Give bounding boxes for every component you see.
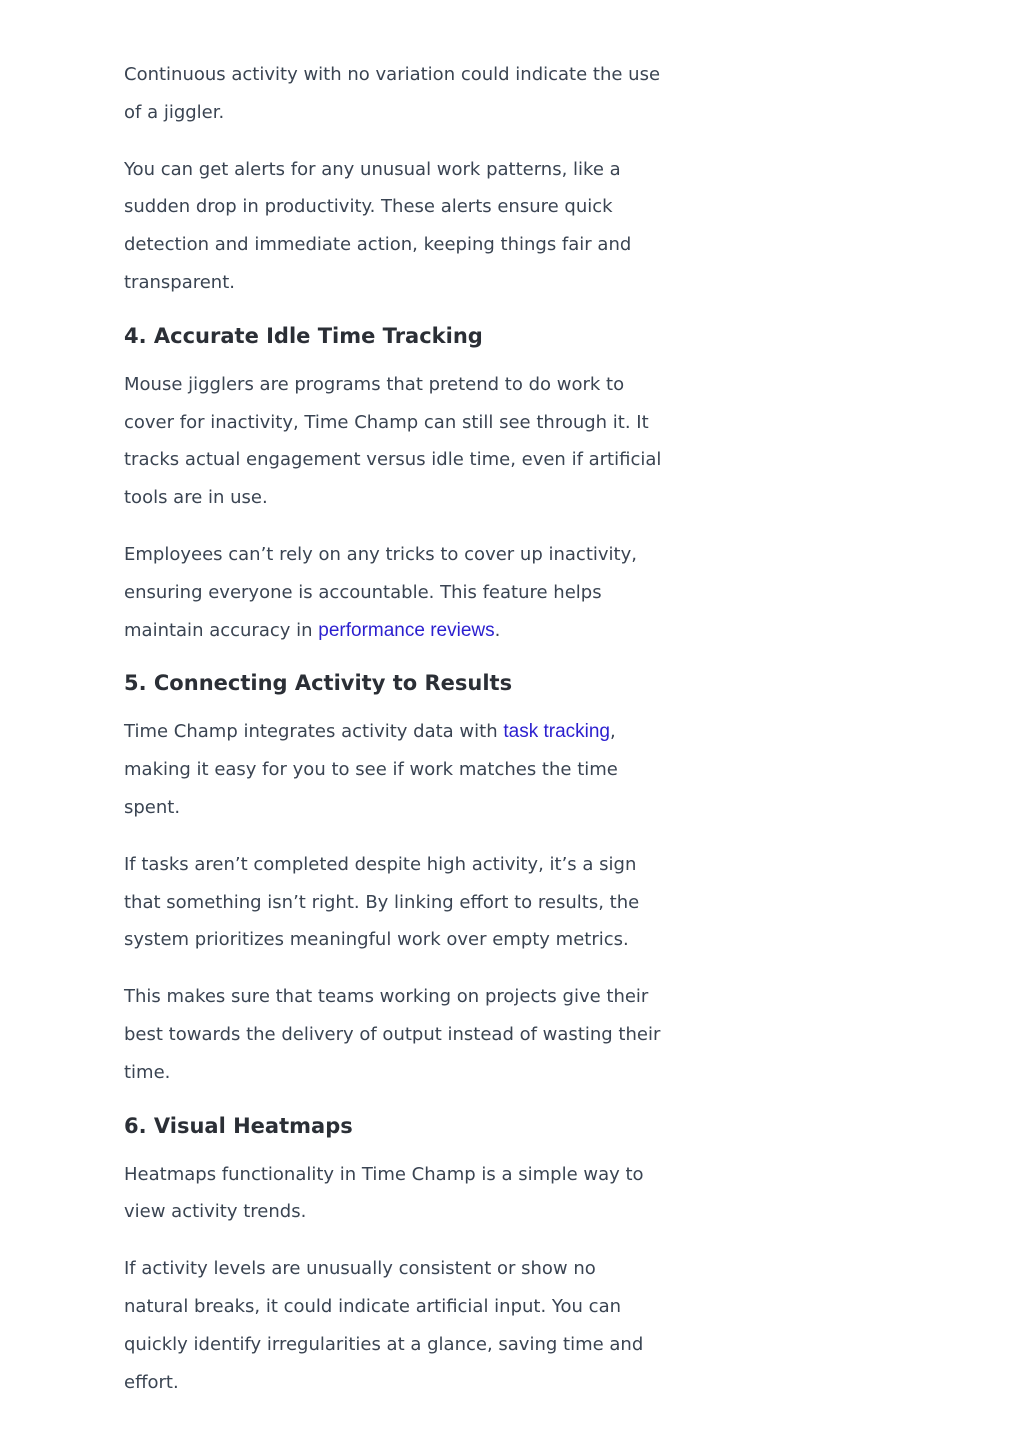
article-body [124,56,664,1420]
paragraph-text: , making it easy for you to see if work matches the time spent. [124,721,618,818]
para-activity-levels [124,1250,664,1401]
para-jiggler-continuous [124,56,664,132]
heading-connecting-activity-to-results: 5. Connecting Activity to Results [124,671,513,696]
link-task-tracking[interactable]: task tracking [503,721,610,743]
paragraph-text: Employees can’t rely on any tricks to cover up inactivity, ensuring everyone is accountable. This feature helps maintain accuracy in [124,543,637,641]
paragraph-text: You can get alerts for any unusual work patterns, like a sudden drop in productivity. These alerts ensure quick detection and immediate action, keeping things fair and transparent. [124,158,632,293]
para-heatmaps-functionality [124,1156,664,1232]
heading-visual-heatmaps: 6. Visual Heatmaps [124,1113,353,1138]
para-tasks-not-completed [124,846,664,959]
paragraph-text: Mouse jigglers are programs that pretend to do work to cover for inactivity, Time Champ can still see through it. It tracks actual engagement versus idle time, even if artificial tools are in use. [124,373,662,509]
link-performance-reviews[interactable]: performance reviews [318,619,495,641]
para-alerts [124,151,664,302]
paragraph-text: If activity levels are unusually consistent or show no natural breaks, it could indicate artificial input. You can quickly identify irregularities at a glance, saving time and effort. [124,1258,644,1393]
paragraph-text: Continuous activity with no variation could indicate the use of a jiggler. [124,64,661,123]
paragraph-text: If tasks aren’t completed despite high activity, it’s a sign that something isn’t right. By linking effort to results, the system prioritizes meaningful work over empty metrics. [124,853,640,951]
paragraph-text: . [494,619,501,641]
para-mouse-jigglers [124,366,664,517]
heading-accurate-idle-time-tracking: 4. Accurate Idle Time Tracking [124,323,483,348]
paragraph-text: Heatmaps functionality in Time Champ is a simple way to view activity trends. [124,1163,644,1223]
para-task-tracking [124,713,664,826]
para-teams-projects [124,978,664,1091]
paragraph-text: This makes sure that teams working on projects give their best towards the delivery of output instead of wasting their time. [124,986,661,1083]
paragraph-text: Time Champ integrates activity data with [124,721,504,743]
para-employees-accountable [124,536,664,649]
